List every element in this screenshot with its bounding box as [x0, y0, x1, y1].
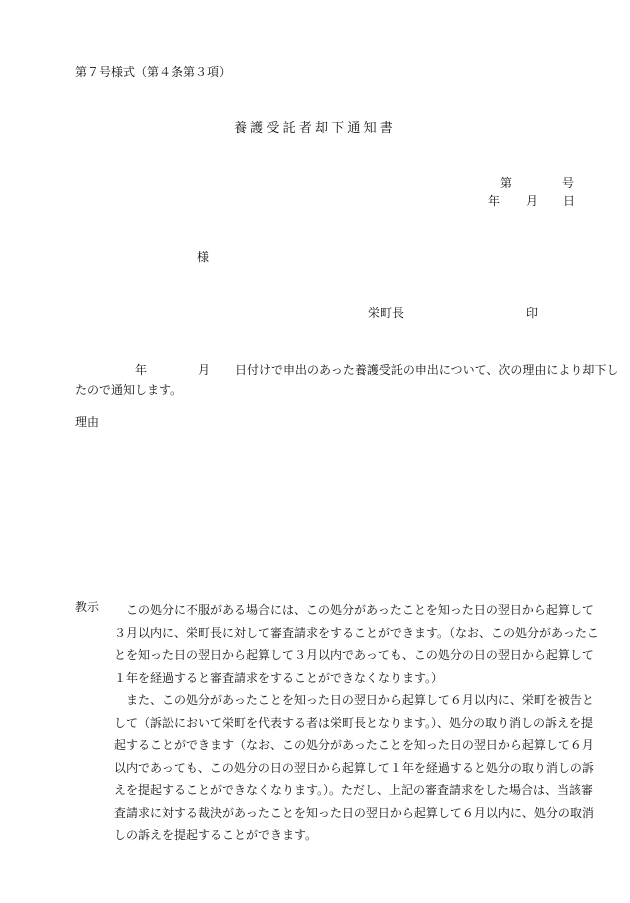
body-year-label: 年: [135, 363, 148, 377]
document-number-prefix: 第: [500, 176, 513, 190]
body-line-1: [75, 360, 619, 380]
notice-line: ３月以内に、栄町長に対して審査請求をすることができます。（なお、この処分があったこ: [114, 625, 599, 640]
notice-label: 教示: [75, 600, 100, 614]
notice-line: 査請求に対する裁決があったことを知った日の翌日から起算して６月以内に、処分の取消: [114, 805, 594, 820]
body-text: [75, 360, 619, 400]
issuer-name: 栄町長: [368, 306, 405, 320]
date-day-label: 日: [563, 194, 576, 208]
notice-line: して（訴訟において栄町を代表する者は栄町長となります。）、処分の取り消しの訴えを提: [114, 715, 594, 730]
body-month-label: 月: [198, 363, 211, 377]
document-number-suffix: 号: [562, 176, 575, 190]
body-line-2: たので通知します。: [75, 383, 183, 397]
notice-line: この処分に不服がある場合には、この処分があったことを知った日の翌日から起算して: [126, 603, 594, 617]
notice-line: えを提起することができなくなります。）。ただし、上記の審査請求をした場合は、当該審: [114, 783, 594, 797]
notice-line: 以内であっても、この処分の日の翌日から起算して１年を経過すると処分の取り消しの訴: [114, 760, 594, 775]
recipient-honorific: 様: [197, 250, 210, 264]
notice-line: とを知った日の翌日から起算して３月以内であっても、この処分の日の翌日から起算して: [114, 648, 594, 662]
form-number: 第７号様式（第４条第３項）: [75, 65, 232, 79]
notice-line: １年を経過すると審査請求をすることができなくなります。）: [114, 670, 444, 685]
notice-line: しの訴えを提起することができます。: [114, 828, 318, 842]
notice-text: [114, 599, 604, 847]
body-line-1-rest: 日付けで申出のあった養護受託の申出について、次の理由により却下し: [235, 363, 619, 377]
date-year-label: 年: [488, 194, 501, 208]
seal-mark: 印: [526, 306, 539, 320]
notice-line: また、この処分があったことを知った日の翌日から起算して６月以内に、栄町を被告と: [126, 693, 594, 707]
notice-line: 起することができます（なお、この処分があったことを知った日の翌日から起算して６月: [114, 738, 594, 752]
reason-label: 理由: [75, 415, 100, 429]
document-title: 養護受託者却下通知書: [233, 121, 396, 136]
date-month-label: 月: [526, 194, 539, 208]
